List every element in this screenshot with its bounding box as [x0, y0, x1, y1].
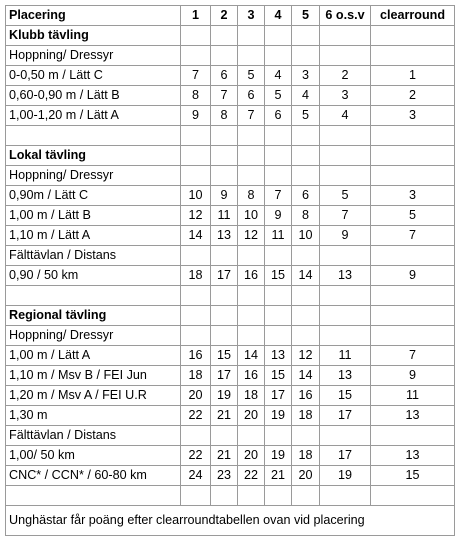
- table-row: [6, 346, 455, 366]
- group-subtitle-blank-cell: [238, 426, 265, 446]
- row-value: 7: [371, 346, 455, 366]
- section-title-blank-cell: [181, 26, 211, 46]
- row-value: 5: [265, 86, 292, 106]
- group-subtitle-blank-cell: [181, 166, 211, 186]
- section-title-blank-cell: [238, 26, 265, 46]
- group-subtitle-blank-cell: [320, 166, 371, 186]
- row-value: 14: [238, 346, 265, 366]
- spacer-cell: [211, 126, 238, 146]
- section-title-blank-cell: [292, 26, 320, 46]
- group-subtitle: [6, 326, 455, 346]
- spacer-cell: [292, 486, 320, 506]
- section-title-blank-cell: [320, 146, 371, 166]
- row-value: 16: [238, 366, 265, 386]
- row-value: 17: [320, 446, 371, 466]
- group-subtitle-blank-cell: [238, 46, 265, 66]
- row-value: 22: [238, 466, 265, 486]
- row-value: 9: [371, 366, 455, 386]
- row-value: 13: [371, 406, 455, 426]
- group-subtitle-blank-cell: [292, 46, 320, 66]
- row-label: 1,10 m / Lätt A: [6, 226, 181, 246]
- row-value: 10: [238, 206, 265, 226]
- row-value: 9: [211, 186, 238, 206]
- group-subtitle-blank-cell: [211, 166, 238, 186]
- group-subtitle-blank-cell: [181, 46, 211, 66]
- section-title-blank-cell: [320, 306, 371, 326]
- row-label: 1,30 m: [6, 406, 181, 426]
- row-value: 11: [320, 346, 371, 366]
- section-title: [6, 26, 455, 46]
- section-title-blank-cell: [211, 26, 238, 46]
- group-subtitle-blank-cell: [211, 326, 238, 346]
- row-value: 9: [371, 266, 455, 286]
- row-value: 2: [320, 66, 371, 86]
- row-value: 8: [292, 206, 320, 226]
- group-subtitle-blank-cell: [320, 46, 371, 66]
- row-value: 20: [238, 446, 265, 466]
- group-subtitle-blank-cell: [371, 426, 455, 446]
- group-subtitle-blank-cell: [265, 326, 292, 346]
- header-row: [6, 6, 455, 26]
- table-row: [6, 466, 455, 486]
- section-title-blank-cell: [371, 26, 455, 46]
- row-value: 3: [371, 106, 455, 126]
- row-value: 5: [238, 66, 265, 86]
- group-subtitle-blank-cell: [211, 426, 238, 446]
- spacer-row: [6, 286, 455, 306]
- row-label: 1,20 m / Msv A / FEI U.R: [6, 386, 181, 406]
- row-value: 4: [292, 86, 320, 106]
- spacer-cell: [238, 286, 265, 306]
- row-value: 12: [292, 346, 320, 366]
- section-title-blank-cell: [211, 306, 238, 326]
- points-table-sheet: [5, 5, 454, 532]
- group-subtitle: [6, 246, 455, 266]
- group-subtitle-label: Hoppning/ Dressyr: [6, 326, 181, 346]
- spacer-cell: [181, 286, 211, 306]
- row-value: 5: [292, 106, 320, 126]
- row-value: 12: [181, 206, 211, 226]
- header-col-1: 1: [181, 6, 211, 26]
- group-subtitle-blank-cell: [292, 326, 320, 346]
- row-value: 8: [181, 86, 211, 106]
- group-subtitle-blank-cell: [265, 46, 292, 66]
- group-subtitle-blank-cell: [292, 246, 320, 266]
- group-subtitle-blank-cell: [292, 166, 320, 186]
- row-label: 1,00 m / Lätt A: [6, 346, 181, 366]
- section-title-blank-cell: [265, 26, 292, 46]
- spacer-cell: [320, 126, 371, 146]
- row-label: 0,60-0,90 m / Lätt B: [6, 86, 181, 106]
- row-value: 15: [265, 266, 292, 286]
- spacer-cell: [6, 486, 181, 506]
- row-value: 19: [265, 446, 292, 466]
- spacer-cell: [371, 126, 455, 146]
- spacer-cell: [292, 286, 320, 306]
- row-value: 19: [320, 466, 371, 486]
- header-col-3: 3: [238, 6, 265, 26]
- spacer-cell: [265, 486, 292, 506]
- row-value: 17: [211, 366, 238, 386]
- row-value: 18: [292, 406, 320, 426]
- spacer-row: [6, 486, 455, 506]
- group-subtitle-blank-cell: [238, 246, 265, 266]
- points-table: [5, 5, 455, 536]
- row-value: 3: [320, 86, 371, 106]
- row-value: 22: [181, 406, 211, 426]
- row-value: 18: [181, 266, 211, 286]
- group-subtitle-blank-cell: [238, 166, 265, 186]
- group-subtitle-blank-cell: [320, 426, 371, 446]
- row-value: 13: [265, 346, 292, 366]
- row-value: 15: [371, 466, 455, 486]
- row-value: 5: [371, 206, 455, 226]
- row-value: 15: [320, 386, 371, 406]
- spacer-cell: [320, 486, 371, 506]
- row-value: 18: [181, 366, 211, 386]
- row-value: 10: [292, 226, 320, 246]
- row-label: 0,90m / Lätt C: [6, 186, 181, 206]
- spacer-row: [6, 126, 455, 146]
- table-row: [6, 386, 455, 406]
- row-value: 15: [211, 346, 238, 366]
- row-value: 9: [320, 226, 371, 246]
- group-subtitle-blank-cell: [371, 326, 455, 346]
- spacer-cell: [211, 286, 238, 306]
- group-subtitle-blank-cell: [265, 426, 292, 446]
- row-value: 15: [265, 366, 292, 386]
- row-value: 5: [320, 186, 371, 206]
- row-value: 20: [292, 466, 320, 486]
- section-title-blank-cell: [238, 146, 265, 166]
- table-row: [6, 446, 455, 466]
- section-title-blank-cell: [292, 146, 320, 166]
- table-row: [6, 106, 455, 126]
- group-subtitle-label: Hoppning/ Dressyr: [6, 166, 181, 186]
- group-subtitle-label: Hoppning/ Dressyr: [6, 46, 181, 66]
- section-title-blank-cell: [371, 306, 455, 326]
- row-value: 8: [238, 186, 265, 206]
- spacer-cell: [320, 286, 371, 306]
- spacer-cell: [265, 126, 292, 146]
- row-label: 1,00 m / Lätt B: [6, 206, 181, 226]
- row-value: 3: [292, 66, 320, 86]
- group-subtitle-blank-cell: [211, 246, 238, 266]
- row-value: 2: [371, 86, 455, 106]
- spacer-cell: [371, 286, 455, 306]
- spacer-cell: [292, 126, 320, 146]
- row-label: 1,10 m / Msv B / FEI Jun: [6, 366, 181, 386]
- header-col-5: 5: [292, 6, 320, 26]
- header-col-2: 2: [211, 6, 238, 26]
- footer-note: Unghästar får poäng efter clearroundtabellen ovan vid placering: [6, 506, 455, 536]
- table-row: [6, 366, 455, 386]
- section-title-blank-cell: [211, 146, 238, 166]
- header-col-clearround: clearround: [371, 6, 455, 26]
- row-value: 1: [371, 66, 455, 86]
- row-value: 17: [211, 266, 238, 286]
- row-value: 7: [320, 206, 371, 226]
- table-row: [6, 86, 455, 106]
- row-value: 18: [292, 446, 320, 466]
- row-value: 9: [265, 206, 292, 226]
- table-row: [6, 186, 455, 206]
- row-value: 14: [292, 366, 320, 386]
- row-value: 12: [238, 226, 265, 246]
- row-label: 0-0,50 m / Lätt C: [6, 66, 181, 86]
- table-row: [6, 206, 455, 226]
- group-subtitle-blank-cell: [292, 426, 320, 446]
- row-value: 20: [238, 406, 265, 426]
- header-label: Placering: [6, 6, 181, 26]
- group-subtitle-blank-cell: [371, 46, 455, 66]
- row-value: 11: [211, 206, 238, 226]
- row-value: 6: [211, 66, 238, 86]
- row-value: 6: [265, 106, 292, 126]
- row-value: 17: [265, 386, 292, 406]
- row-value: 14: [181, 226, 211, 246]
- group-subtitle-blank-cell: [265, 166, 292, 186]
- row-value: 7: [238, 106, 265, 126]
- row-value: 23: [211, 466, 238, 486]
- row-value: 16: [238, 266, 265, 286]
- group-subtitle-blank-cell: [371, 246, 455, 266]
- section-title-blank-cell: [238, 306, 265, 326]
- row-value: 19: [211, 386, 238, 406]
- section-title-label: Klubb tävling: [6, 26, 181, 46]
- row-value: 22: [181, 446, 211, 466]
- row-value: 13: [371, 446, 455, 466]
- section-title-blank-cell: [292, 306, 320, 326]
- row-label: CNC* / CCN* / 60-80 km: [6, 466, 181, 486]
- row-value: 11: [265, 226, 292, 246]
- group-subtitle-blank-cell: [320, 326, 371, 346]
- table-row: [6, 66, 455, 86]
- group-subtitle: [6, 166, 455, 186]
- group-subtitle-blank-cell: [181, 326, 211, 346]
- row-value: 8: [211, 106, 238, 126]
- row-value: 17: [320, 406, 371, 426]
- row-label: 1,00-1,20 m / Lätt A: [6, 106, 181, 126]
- section-title: [6, 306, 455, 326]
- row-value: 14: [292, 266, 320, 286]
- header-col-4: 4: [265, 6, 292, 26]
- section-title-label: Regional tävling: [6, 306, 181, 326]
- section-title-blank-cell: [181, 146, 211, 166]
- row-value: 9: [181, 106, 211, 126]
- row-value: 21: [265, 466, 292, 486]
- table-row: [6, 406, 455, 426]
- points-table-body: [6, 6, 455, 536]
- header-col-6: 6 o.s.v: [320, 6, 371, 26]
- spacer-cell: [238, 486, 265, 506]
- group-subtitle-blank-cell: [211, 46, 238, 66]
- row-label: 1,00/ 50 km: [6, 446, 181, 466]
- row-value: 10: [181, 186, 211, 206]
- table-row: [6, 226, 455, 246]
- row-value: 7: [211, 86, 238, 106]
- spacer-cell: [265, 286, 292, 306]
- section-title: [6, 146, 455, 166]
- row-value: 7: [371, 226, 455, 246]
- row-value: 20: [181, 386, 211, 406]
- row-value: 13: [320, 266, 371, 286]
- spacer-cell: [6, 286, 181, 306]
- row-value: 19: [265, 406, 292, 426]
- section-title-blank-cell: [265, 306, 292, 326]
- row-label: 0,90 / 50 km: [6, 266, 181, 286]
- spacer-cell: [181, 486, 211, 506]
- row-value: 6: [238, 86, 265, 106]
- spacer-cell: [211, 486, 238, 506]
- section-title-blank-cell: [371, 146, 455, 166]
- group-subtitle-blank-cell: [265, 246, 292, 266]
- group-subtitle-blank-cell: [181, 246, 211, 266]
- group-subtitle: [6, 426, 455, 446]
- row-value: 21: [211, 446, 238, 466]
- group-subtitle-blank-cell: [320, 246, 371, 266]
- section-title-blank-cell: [320, 26, 371, 46]
- group-subtitle-label: Fälttävlan / Distans: [6, 426, 181, 446]
- row-value: 16: [292, 386, 320, 406]
- section-title-blank-cell: [181, 306, 211, 326]
- group-subtitle-blank-cell: [238, 326, 265, 346]
- spacer-cell: [181, 126, 211, 146]
- section-title-label: Lokal tävling: [6, 146, 181, 166]
- row-value: 4: [320, 106, 371, 126]
- row-value: 18: [238, 386, 265, 406]
- row-value: 21: [211, 406, 238, 426]
- row-value: 4: [265, 66, 292, 86]
- spacer-cell: [371, 486, 455, 506]
- row-value: 16: [181, 346, 211, 366]
- row-value: 3: [371, 186, 455, 206]
- group-subtitle-label: Fälttävlan / Distans: [6, 246, 181, 266]
- group-subtitle-blank-cell: [371, 166, 455, 186]
- section-title-blank-cell: [265, 146, 292, 166]
- row-value: 13: [211, 226, 238, 246]
- table-row: [6, 266, 455, 286]
- row-value: 7: [181, 66, 211, 86]
- spacer-cell: [238, 126, 265, 146]
- spacer-cell: [6, 126, 181, 146]
- row-value: 13: [320, 366, 371, 386]
- row-value: 6: [292, 186, 320, 206]
- group-subtitle-blank-cell: [181, 426, 211, 446]
- footer-row: [6, 506, 455, 536]
- row-value: 11: [371, 386, 455, 406]
- row-value: 7: [265, 186, 292, 206]
- group-subtitle: [6, 46, 455, 66]
- row-value: 24: [181, 466, 211, 486]
